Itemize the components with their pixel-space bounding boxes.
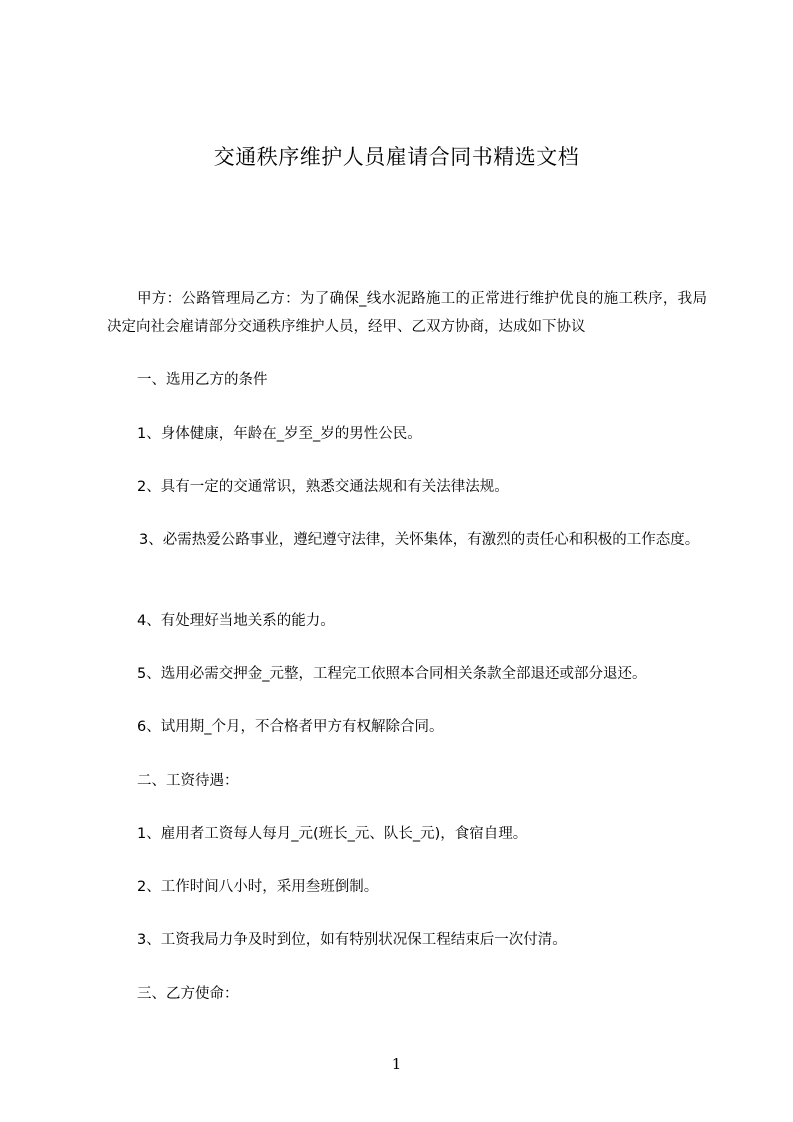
condition-item-6: 6、试用期_个月，不合格者甲方有权解除合同。 [137, 719, 444, 735]
condition-item-1: 1、身体健康，年龄在_岁至_岁的男性公民。 [137, 426, 422, 442]
condition-item-3: 3、必需热爱公路事业，遵纪遵守法律，关怀集体，有激烈的责任心和积极的工作态度。 [139, 532, 700, 548]
page-number: 1 [391, 1055, 402, 1073]
condition-item-2: 2、具有一定的交通常识，熟悉交通法规和有关法律法规。 [137, 479, 509, 495]
wage-item-1: 1、雇用者工资每人每月_元(班长_元、队长_元)，食宿自理。 [137, 826, 528, 842]
intro-paragraph: 甲方：公路管理局乙方：为了确保_线水泥路施工的正常进行维护优良的施工秩序，我局决定向社会雇请部分交通秩序维护人员，经甲、乙双方协商，达成如下协议 [107, 291, 707, 335]
section-heading-wages: 二、工资待遇： [137, 773, 239, 789]
condition-item-5: 5、选用必需交押金_元整，工程完工依照本合同相关条款全部退还或部分退还。 [137, 666, 647, 682]
wage-item-3: 3、工资我局力争及时到位，如有特别状况保工程结束后一次付清。 [137, 932, 567, 948]
condition-item-4: 4、有处理好当地关系的能力。 [137, 613, 335, 629]
wage-item-2: 2、工作时间八小时，采用叁班倒制。 [137, 879, 379, 895]
section-heading-duties: 三、乙方使命： [137, 986, 239, 1002]
section-heading-conditions: 一、选用乙方的条件 [137, 372, 268, 388]
document-title: 交通秩序维护人员雇请合同书精选文档 [213, 145, 580, 169]
